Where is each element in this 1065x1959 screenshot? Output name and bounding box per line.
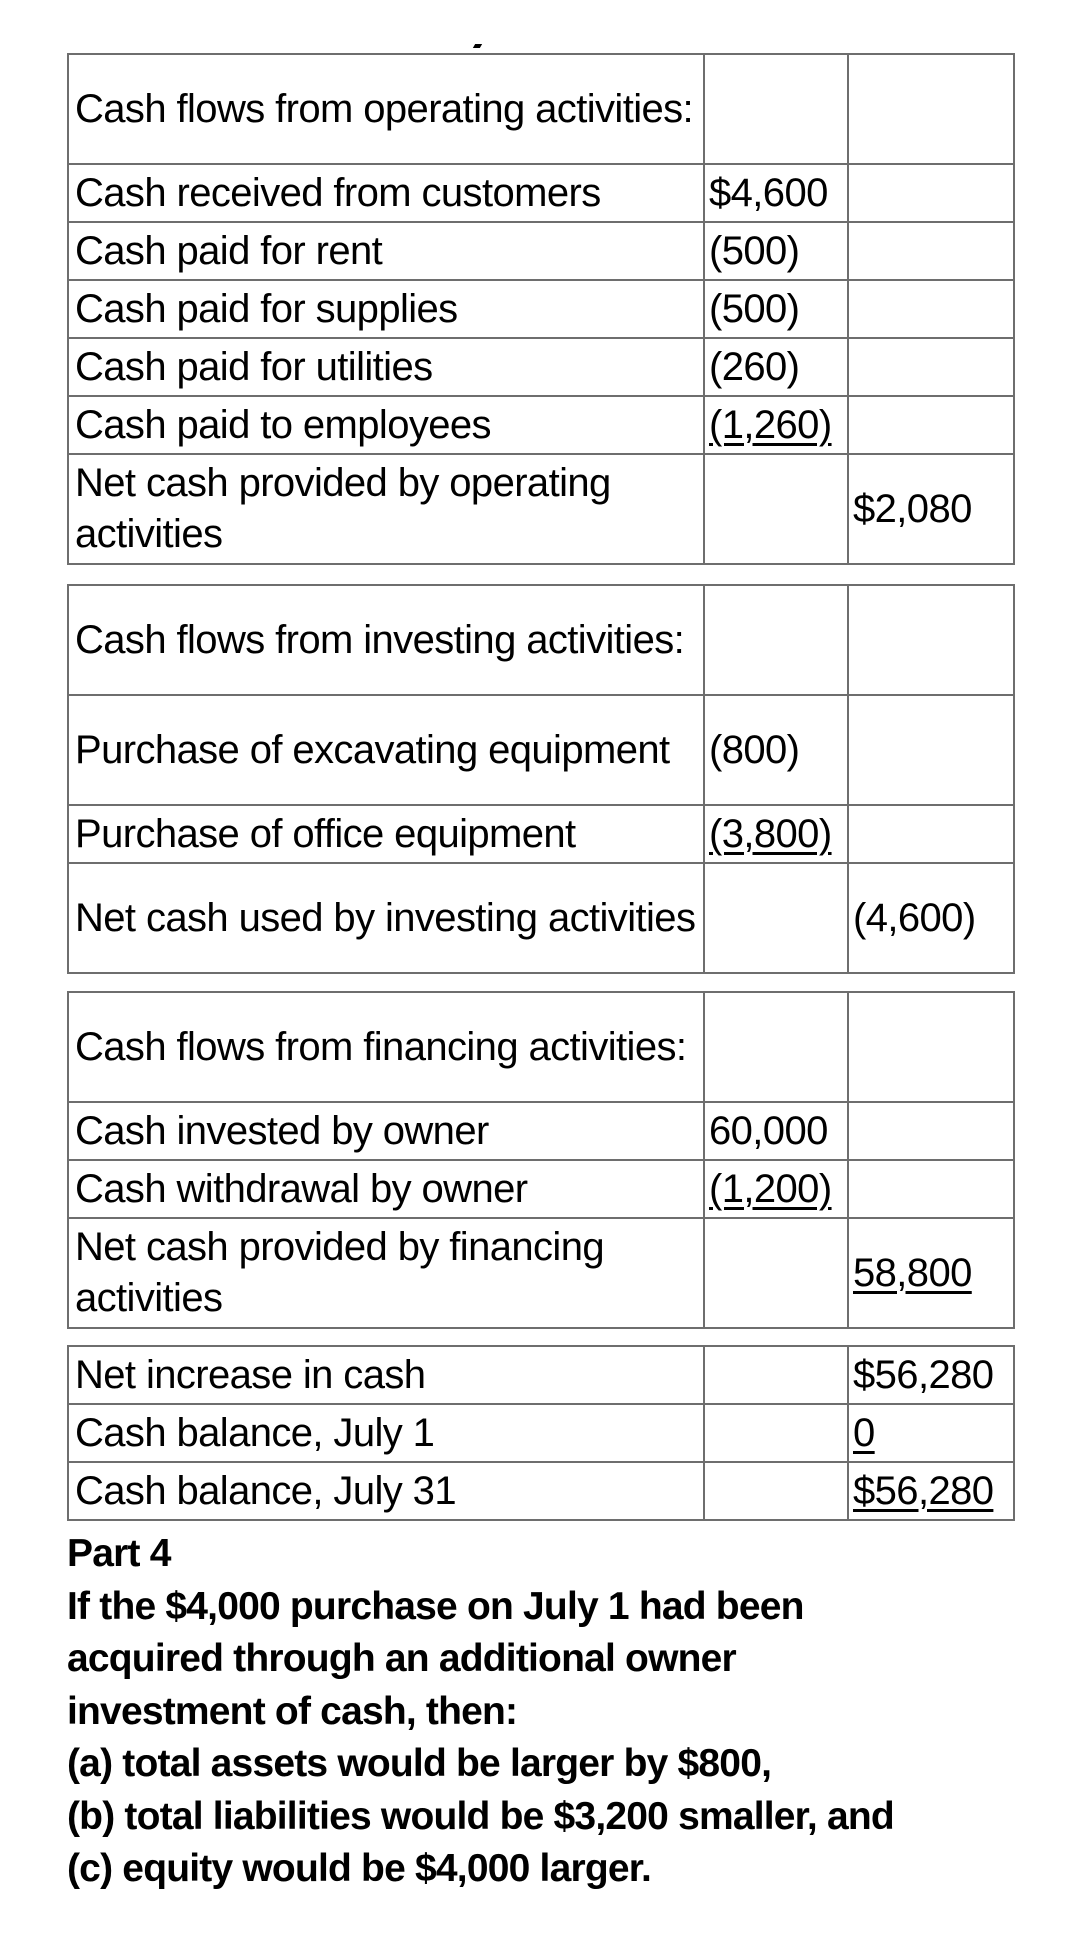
cash-summary-table: [67, 1345, 1015, 1521]
amount-cell: [704, 805, 848, 863]
row-label: Net increase in cash: [68, 1346, 704, 1404]
total-cell: [848, 338, 1014, 396]
underlined-amount: (1,260): [709, 402, 832, 447]
total-cell: $56,280: [848, 1346, 1014, 1404]
underlined-amount: (3,800): [709, 811, 832, 856]
total-cell: [848, 1462, 1014, 1520]
total-cell: [848, 585, 1014, 695]
row-label: Cash paid to employees: [68, 396, 704, 454]
table-row: [68, 454, 1014, 564]
total-cell: [848, 222, 1014, 280]
table-row: [68, 585, 1014, 695]
row-label: Purchase of office equipment: [68, 805, 704, 863]
part4-line: (c) equity would be $4,000 larger.: [67, 1847, 652, 1890]
row-label: Cash paid for rent: [68, 222, 704, 280]
total-cell: [848, 1102, 1014, 1160]
table-row: [68, 1346, 1014, 1404]
total-cell: [848, 396, 1014, 454]
amount-cell: [704, 585, 848, 695]
total-cell: [848, 1404, 1014, 1462]
amount-cell: 60,000: [704, 1102, 848, 1160]
table-row: [68, 222, 1014, 280]
row-label: Cash invested by owner: [68, 1102, 704, 1160]
table-row: [68, 1102, 1014, 1160]
row-label: Net cash used by investing activities: [68, 863, 704, 973]
total-cell: $2,080: [848, 454, 1014, 564]
amount-cell: [704, 396, 848, 454]
part4-heading: Part 4: [67, 1532, 171, 1575]
investing-activities-table: [67, 584, 1015, 974]
part4-line: acquired through an additional owner: [67, 1637, 736, 1680]
financing-activities-table: [67, 991, 1015, 1329]
part4-line: If the $4,000 purchase on July 1 had been: [67, 1584, 804, 1628]
section-heading-financing: Cash flows from financing activities:: [68, 992, 704, 1102]
section-heading-investing: Cash flows from investing activities:: [68, 585, 704, 695]
part4-line: investment of cash, then:: [67, 1689, 518, 1733]
cropped-text-fragment: [473, 44, 482, 48]
total-cell: [848, 1160, 1014, 1218]
row-label: Cash withdrawal by owner: [68, 1160, 704, 1218]
amount-cell: [704, 1218, 848, 1328]
row-label: Cash received from customers: [68, 164, 704, 222]
total-cell: [848, 54, 1014, 164]
table-row: [68, 1462, 1014, 1520]
table-row: [68, 164, 1014, 222]
row-label: Cash balance, July 31: [68, 1462, 704, 1520]
amount-cell: [704, 1346, 848, 1404]
part4-line: (b) total liabilities would be $3,200 smaller, and: [67, 1794, 894, 1838]
table-row: [68, 695, 1014, 805]
amount-cell: (800): [704, 695, 848, 805]
underlined-amount: (1,200): [709, 1166, 832, 1211]
operating-activities-table: [67, 53, 1015, 565]
table-row: [68, 1160, 1014, 1218]
total-cell: (4,600): [848, 863, 1014, 973]
row-label: Net cash provided by operating activities: [68, 454, 704, 564]
row-label: Net cash provided by financing activities: [68, 1218, 704, 1328]
row-label: Cash paid for supplies: [68, 280, 704, 338]
part4-answer: [67, 1528, 1057, 1896]
amount-cell: [704, 54, 848, 164]
table-row: [68, 1404, 1014, 1462]
table-row: [68, 54, 1014, 164]
row-label: Cash balance, July 1: [68, 1404, 704, 1462]
total-cell: [848, 280, 1014, 338]
amount-cell: (500): [704, 222, 848, 280]
amount-cell: (500): [704, 280, 848, 338]
amount-cell: $4,600: [704, 164, 848, 222]
amount-cell: [704, 1462, 848, 1520]
table-row: [68, 992, 1014, 1102]
table-row: [68, 1218, 1014, 1328]
row-label: Cash paid for utilities: [68, 338, 704, 396]
underlined-total: 0: [853, 1410, 875, 1455]
ending-cash-balance: $56,280: [853, 1468, 994, 1513]
table-row: [68, 338, 1014, 396]
table-row: [68, 280, 1014, 338]
amount-cell: [704, 1404, 848, 1462]
amount-cell: [704, 454, 848, 564]
table-row: [68, 396, 1014, 454]
amount-cell: [704, 1160, 848, 1218]
table-row: [68, 805, 1014, 863]
amount-cell: [704, 992, 848, 1102]
row-label: Purchase of excavating equipment: [68, 695, 704, 805]
table-row: [68, 863, 1014, 973]
total-cell: [848, 805, 1014, 863]
total-cell: [848, 992, 1014, 1102]
underlined-total: 58,800: [853, 1250, 972, 1295]
part4-line: (a) total assets would be larger by $800,: [67, 1742, 772, 1785]
amount-cell: (260): [704, 338, 848, 396]
total-cell: [848, 164, 1014, 222]
total-cell: [848, 695, 1014, 805]
section-heading-operating: Cash flows from operating activities:: [68, 54, 704, 164]
amount-cell: [704, 863, 848, 973]
total-cell: [848, 1218, 1014, 1328]
